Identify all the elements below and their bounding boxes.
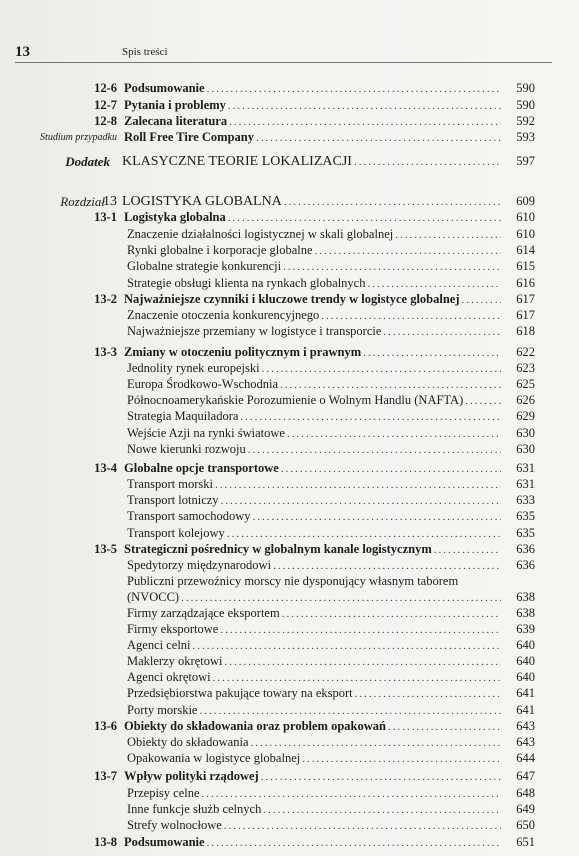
toc-entry-page: 615 <box>516 259 535 273</box>
toc-entry-title: Firmy zarządzające eksportem <box>127 606 280 620</box>
toc-entry[interactable] <box>0 785 579 802</box>
dot-leader <box>383 324 501 341</box>
toc-entry-title: Globalne opcje transportowe <box>124 461 279 475</box>
toc-entry-label: 12-8 <box>94 114 117 128</box>
toc-entry-title: Znaczenie otoczenia konkurencyjnego <box>127 308 320 322</box>
toc-entry-title: Wejście Azji na rynki światowe <box>127 426 285 440</box>
toc-entry[interactable] <box>0 476 579 493</box>
toc-entry[interactable] <box>0 441 579 458</box>
toc-entry[interactable] <box>0 605 579 622</box>
toc-entry-title: (NVOCC) <box>127 590 180 604</box>
dot-leader <box>355 686 501 703</box>
toc-entry-page: 651 <box>516 835 535 849</box>
toc-entry-title: Agenci okrętowi <box>127 670 211 684</box>
toc-entry-page: 622 <box>516 345 535 359</box>
toc-entry[interactable] <box>0 275 579 292</box>
toc-entry[interactable] <box>0 408 579 425</box>
toc-entry-page: 590 <box>516 81 535 95</box>
toc-entry-title: Porty morskie <box>127 703 198 717</box>
toc-entry-title: Nowe kierunki rozwoju <box>127 442 246 456</box>
toc-entry[interactable] <box>0 573 579 590</box>
toc-entry-page: 617 <box>516 292 535 306</box>
toc-entry[interactable] <box>0 541 579 558</box>
toc-entry-title: Publiczni przewoźnicy morscy nie dysponujący własnym taborem <box>127 574 459 588</box>
toc-entry-title: Transport kolejowy <box>127 526 225 540</box>
toc-entry[interactable] <box>0 685 579 702</box>
toc-entry-page: 629 <box>516 409 535 423</box>
toc-entry-title: Podsumowanie <box>124 81 205 95</box>
toc-entry-page: 635 <box>516 526 535 540</box>
toc-entry-title: Przedsiębiorstwa pakujące towary na eksport <box>127 686 353 700</box>
toc-entry-page: 610 <box>516 210 535 224</box>
toc-entry-title: Zmiany w otoczeniu politycznym i prawnym <box>124 345 362 359</box>
toc-entry-label: 12-7 <box>94 98 117 112</box>
dot-leader <box>261 769 501 786</box>
toc-entry[interactable] <box>0 291 579 308</box>
toc-entry-page: 643 <box>516 735 535 749</box>
toc-entry[interactable] <box>0 80 579 97</box>
toc-entry-page: 640 <box>516 670 535 684</box>
toc-entry-label: 13-6 <box>94 719 117 733</box>
toc-entry-title: Strategia Maquiladora <box>127 409 239 423</box>
toc-entry-title: KLASYCZNE TEORIE LOKALIZACJI <box>122 154 352 169</box>
toc-entry-label: 13-4 <box>94 461 117 475</box>
toc-entry-page: 630 <box>516 442 535 456</box>
toc-entry[interactable] <box>0 209 579 226</box>
toc-entry[interactable] <box>0 750 579 767</box>
toc-entry-page: 630 <box>516 426 535 440</box>
toc-entry[interactable] <box>0 621 579 638</box>
dot-leader <box>224 818 501 835</box>
toc-entry[interactable] <box>0 817 579 834</box>
toc-entry-title: Transport lotniczy <box>127 493 219 507</box>
chapter-number: 13 <box>103 194 117 209</box>
toc-entry[interactable] <box>0 425 579 442</box>
toc-entry-page: 644 <box>516 751 535 765</box>
toc-entry[interactable] <box>0 258 579 275</box>
toc-entry-title: Przepisy celne <box>127 786 200 800</box>
running-title: Spis treści <box>122 46 168 58</box>
toc-entry-page: 648 <box>516 786 535 800</box>
dot-leader <box>302 751 501 768</box>
dot-leader <box>240 409 501 426</box>
toc-entry-label: Studium przypadku <box>40 132 117 143</box>
toc-entry-page: 643 <box>516 719 535 733</box>
toc-entry[interactable] <box>0 344 579 361</box>
toc-entry[interactable] <box>0 669 579 686</box>
toc-entry-title: Europa Środkowo-Wschodnia <box>127 377 279 391</box>
toc-entry-page: 590 <box>516 98 535 112</box>
toc-entry-title: Spedytorzy międzynarodowi <box>127 558 272 572</box>
page-number: 13 <box>15 44 30 60</box>
toc-entry-page: 640 <box>516 638 535 652</box>
toc-entry-title: Najważniejsze przemiany w logistyce i transporcie <box>127 324 382 338</box>
toc-entry-title: Obiekty do składowania oraz problem opakowań <box>124 719 386 733</box>
toc-entry-page: 635 <box>516 509 535 523</box>
toc-entry[interactable] <box>0 113 579 130</box>
toc-entry-title: Transport samochodowy <box>127 509 251 523</box>
toc-entry-page: 609 <box>516 194 535 208</box>
toc-entry-page: 618 <box>516 324 535 338</box>
toc-entry[interactable] <box>0 307 579 324</box>
toc-entry-title: Strefy wolnocłowe <box>127 818 222 832</box>
toc-entry[interactable] <box>0 702 579 719</box>
toc-entry-title: Północnoamerykańskie Porozumienie o Wolnym Handlu (NAFTA) <box>127 393 464 407</box>
toc-entry[interactable] <box>0 193 579 210</box>
toc-entry-page: 616 <box>516 276 535 290</box>
toc-entry-title: Strategie obsługi klienta na rynkach globalnych <box>127 276 366 290</box>
toc-entry-page: 593 <box>516 130 535 144</box>
toc-entry[interactable] <box>0 97 579 114</box>
toc-entry-page: 636 <box>516 542 535 556</box>
toc-entry-title: Podsumowanie <box>124 835 205 849</box>
toc-entry-page: 638 <box>516 606 535 620</box>
toc-entry[interactable] <box>0 392 579 409</box>
toc-entry-page: 633 <box>516 493 535 507</box>
toc-entry[interactable] <box>0 653 579 670</box>
toc-entry-page: 638 <box>516 590 535 604</box>
toc-entry-label: Rozdział <box>60 194 105 209</box>
toc-entry-title: Obiekty do składowania <box>127 735 249 749</box>
dot-leader <box>256 130 501 147</box>
toc-entry[interactable] <box>0 226 579 243</box>
toc-entry-title: Wpływ polityki rządowej <box>124 769 259 783</box>
toc-entry-page: 597 <box>516 154 535 168</box>
toc-entry-title: Jednolity rynek europejski <box>127 361 260 375</box>
dot-leader <box>253 509 502 526</box>
toc-entry-page: 626 <box>516 393 535 407</box>
dot-leader <box>283 259 501 276</box>
header-rule <box>15 62 552 63</box>
toc-entry-label: 13-2 <box>94 292 117 306</box>
toc-entry[interactable] <box>0 242 579 259</box>
toc-entry-page: 625 <box>516 377 535 391</box>
toc-entry[interactable] <box>0 460 579 477</box>
toc-entry-label: 13-1 <box>94 210 117 224</box>
toc-entry[interactable] <box>0 129 579 146</box>
toc-entry-page: 592 <box>516 114 535 128</box>
toc-entry-label: 13-5 <box>94 542 117 556</box>
toc-entry-title: LOGISTYKA GLOBALNA <box>122 194 282 209</box>
toc-entry[interactable] <box>0 508 579 525</box>
toc-entry[interactable] <box>0 834 579 851</box>
toc-entry-title: Agenci celni <box>127 638 191 652</box>
toc-entry[interactable] <box>0 323 579 340</box>
toc-entry[interactable] <box>0 557 579 574</box>
toc-entry-label: Dodatek <box>65 154 110 169</box>
toc-entry-page: 641 <box>516 686 535 700</box>
toc-entry[interactable] <box>0 637 579 654</box>
toc-entry-page: 641 <box>516 703 535 717</box>
dot-leader <box>207 835 501 852</box>
toc-entry-title: Firmy eksportowe <box>127 622 219 636</box>
toc-entry[interactable] <box>0 768 579 785</box>
toc-entry-page: 640 <box>516 654 535 668</box>
toc-entry-page: 639 <box>516 622 535 636</box>
toc-entry-page: 631 <box>516 461 535 475</box>
toc-entry-page: 636 <box>516 558 535 572</box>
toc-entry-title: Najważniejsze czynniki i kluczowe trendy w logistyce globalnej <box>124 292 460 306</box>
toc-entry-label: 13-7 <box>94 769 117 783</box>
toc-entry-page: 631 <box>516 477 535 491</box>
toc-entry-page: 649 <box>516 802 535 816</box>
dot-leader <box>354 154 501 171</box>
toc-entry[interactable] <box>0 153 579 170</box>
toc-entry[interactable] <box>0 376 579 393</box>
toc-entry-title: Strategiczni pośrednicy w globalnym kanale logistycznym <box>124 542 432 556</box>
toc-entry[interactable] <box>0 801 579 818</box>
dot-leader <box>207 81 501 98</box>
toc-entry-label: 13-3 <box>94 345 117 359</box>
toc-entry-label: 13-8 <box>94 835 117 849</box>
toc-entry[interactable] <box>0 492 579 509</box>
toc-entry-title: Opakowania w logistyce globalnej <box>127 751 301 765</box>
toc-entry-page: 623 <box>516 361 535 375</box>
toc-entry-title: Maklerzy okrętowi <box>127 654 223 668</box>
toc-entry-title: Znaczenie działalności logistycznej w skali globalnej <box>127 227 394 241</box>
toc-entry-page: 614 <box>516 243 535 257</box>
toc-entry-title: Zalecana literatura <box>124 114 228 128</box>
toc-entry[interactable] <box>0 718 579 735</box>
toc-entry-page: 647 <box>516 769 535 783</box>
toc-entry[interactable] <box>0 589 579 606</box>
toc-entry-page: 610 <box>516 227 535 241</box>
toc-entry-page: 650 <box>516 818 535 832</box>
toc-entry-title: Transport morski <box>127 477 214 491</box>
toc-entry-title: Inne funkcje służb celnych <box>127 802 262 816</box>
toc-entry[interactable] <box>0 360 579 377</box>
dot-leader <box>248 442 501 459</box>
toc-entry-page: 617 <box>516 308 535 322</box>
toc-entry-title: Globalne strategie konkurencji <box>127 259 282 273</box>
toc-entry[interactable] <box>0 525 579 542</box>
toc-entry-title: Roll Free Tire Company <box>124 130 254 144</box>
toc-entry-title: Pytania i problemy <box>124 98 226 112</box>
toc-entry-title: Rynki globalne i korporacje globalne <box>127 243 313 257</box>
toc-entry-title: Logistyka globalna <box>124 210 226 224</box>
toc-entry[interactable] <box>0 734 579 751</box>
dot-leader <box>228 210 501 227</box>
toc-entry-label: 12-6 <box>94 81 117 95</box>
